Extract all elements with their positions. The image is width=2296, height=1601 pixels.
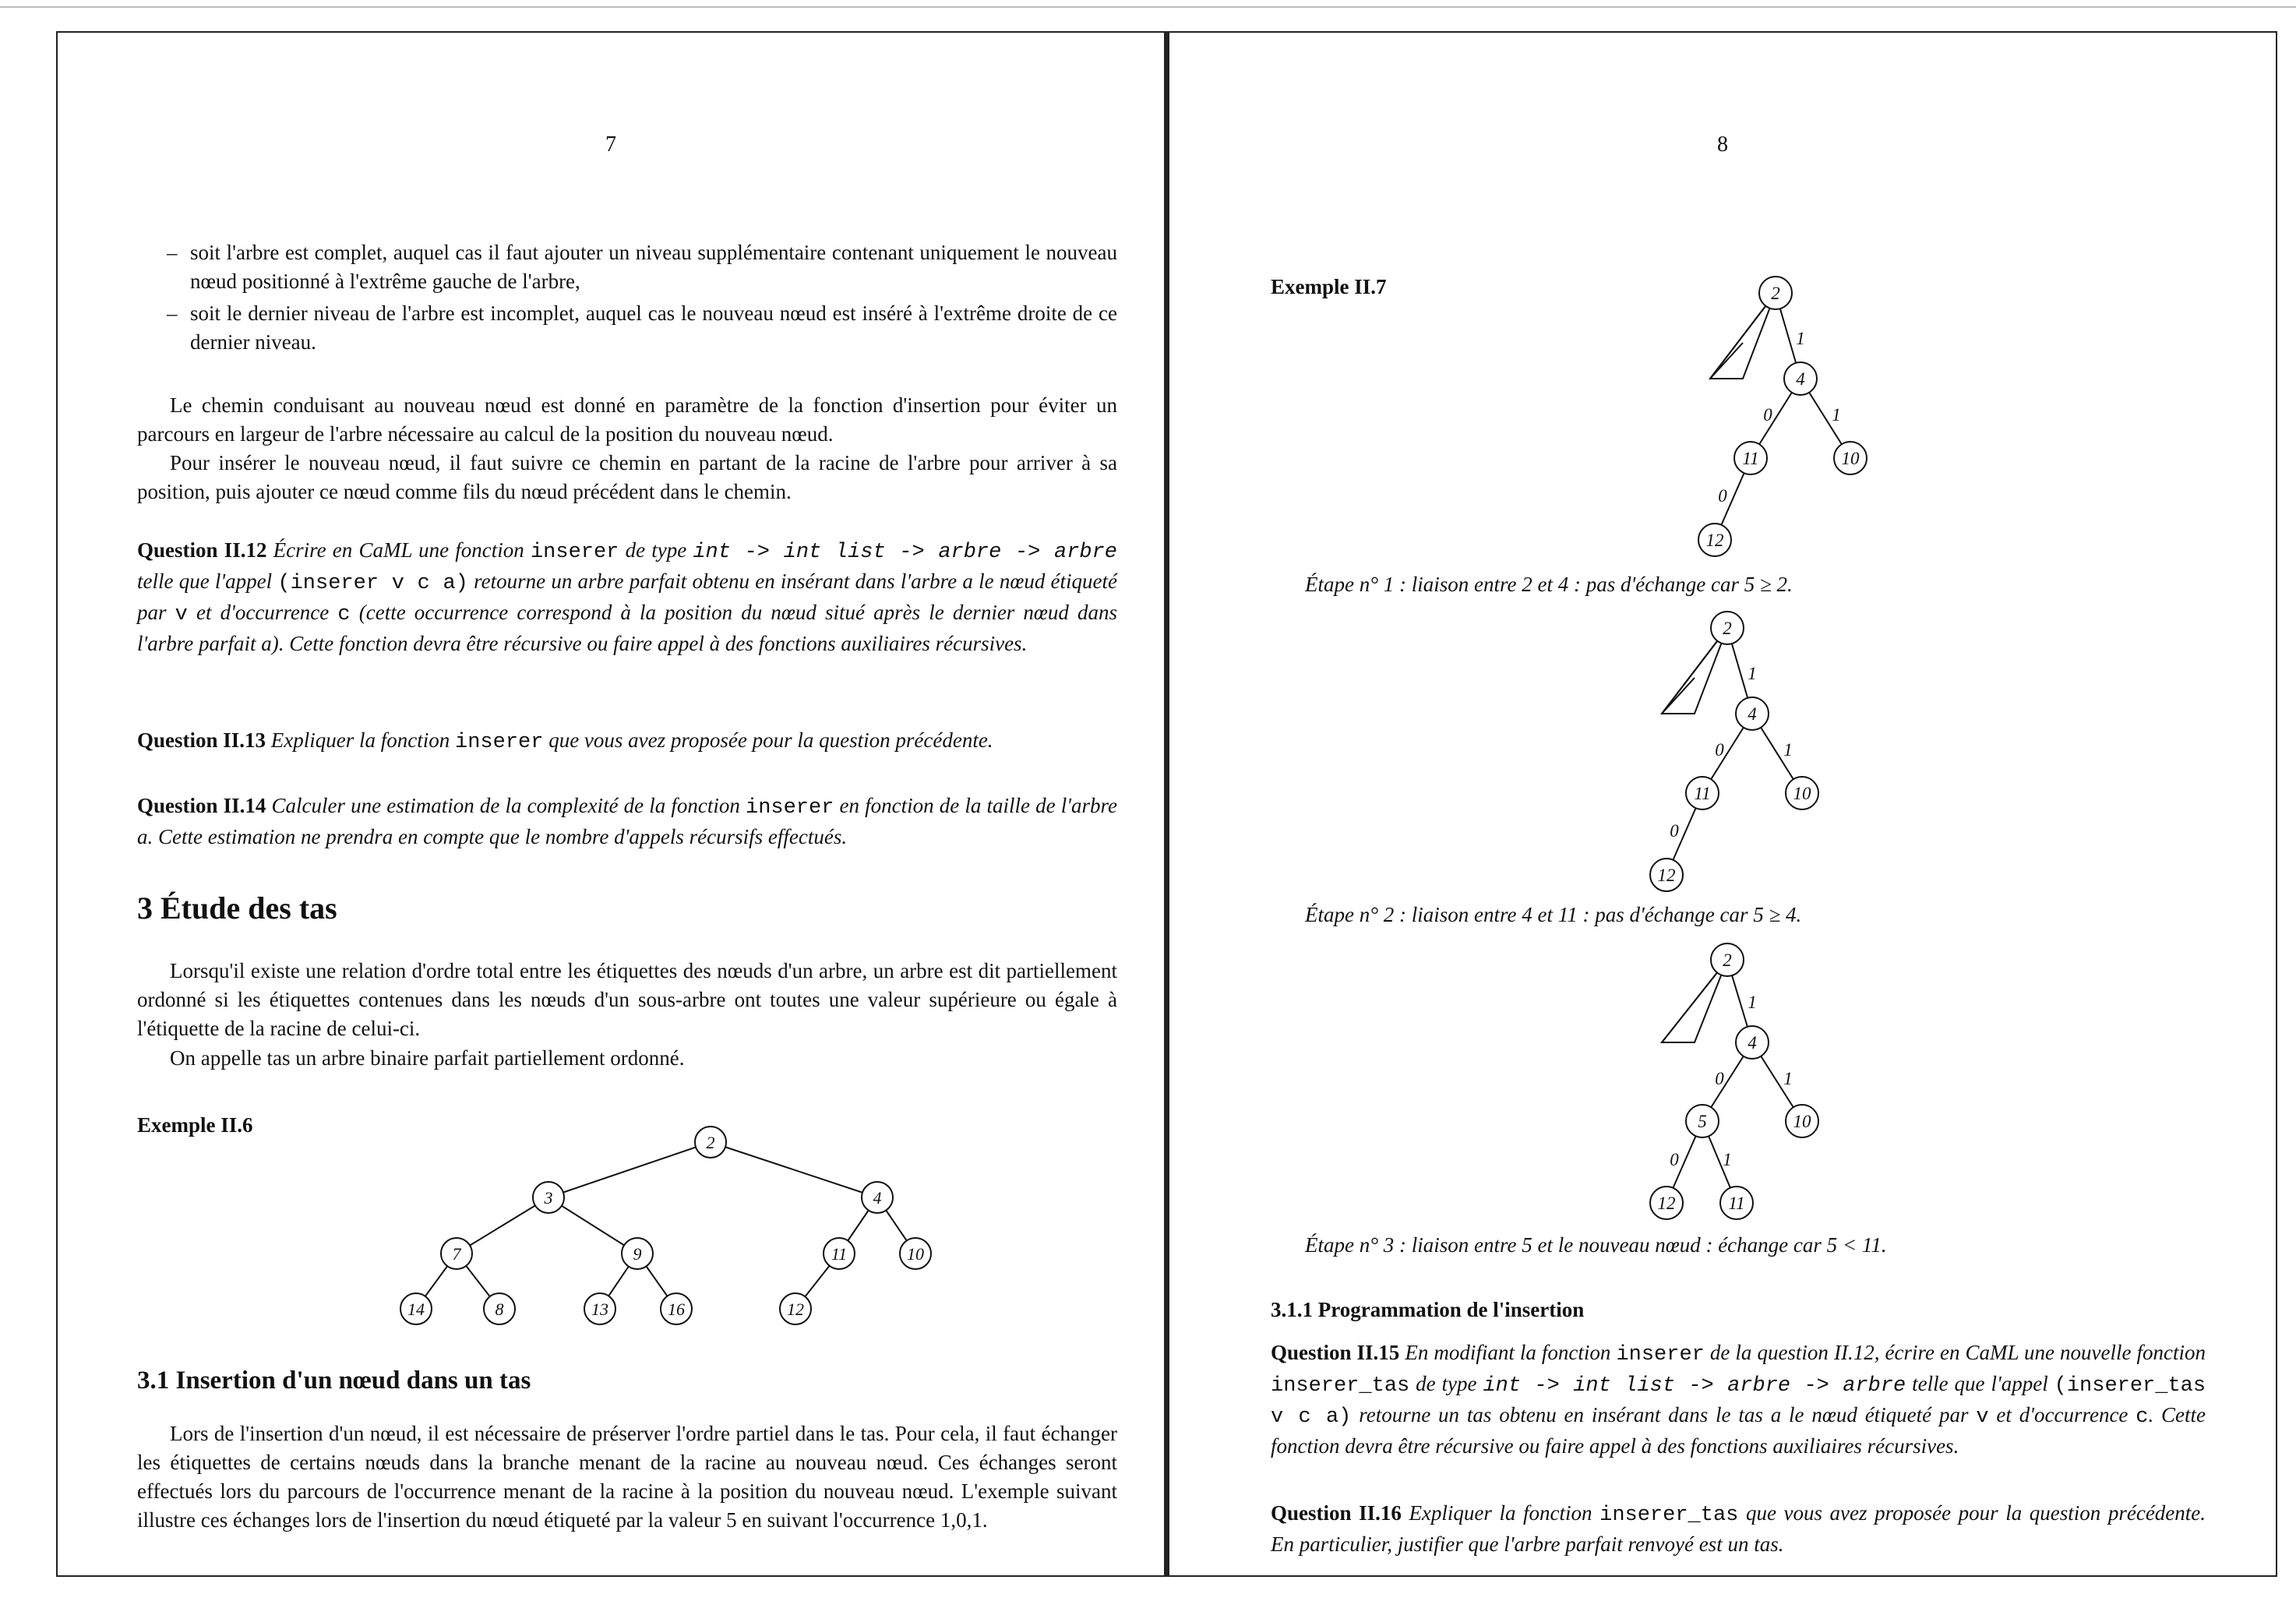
question-text: et d'occurrence [1996, 1403, 2128, 1426]
question-text: que vous avez proposée pour la question précédente. [548, 728, 993, 752]
question-label: Question II.14 [137, 794, 266, 817]
question-text: retourne un arbre parfait obtenu en insérant dans l'arbre a le nœud étiqueté par [137, 570, 1118, 624]
question-text: et d'occurrence [196, 601, 330, 624]
tree-node: 7 [452, 1244, 461, 1264]
question-text: que vous avez proposée pour la question précédente. En particulier, justifier que l'arbre parfait renvoyé est un tas. [1271, 1501, 2206, 1556]
step-1-caption: Étape n° 1 : liaison entre 2 et 4 : pas d'échange car 5 ≥ 2. [1305, 573, 1793, 596]
edge-label: 1 [1723, 1150, 1732, 1169]
edge-label: 0 [1670, 1150, 1679, 1169]
question-label: Question II.15 [1271, 1341, 1400, 1364]
tree-node: 16 [668, 1299, 685, 1319]
list-item: – soit le dernier niveau de l'arbre est incomplet, auquel cas le nouveau nœud est inséré à l'extrême droite de ce dernier niveau. [167, 299, 1117, 357]
page-number: 7 [605, 132, 616, 157]
section-3-1-1-heading: 3.1.1 Programmation de l'insertion [1271, 1298, 1585, 1321]
tree-node: 2 [1771, 284, 1780, 303]
question-text: de type [625, 538, 687, 562]
code-inline: inserer [455, 731, 544, 754]
step-1-tree [1668, 266, 1917, 562]
question-text: Écrire en CaML une fonction [273, 538, 524, 562]
code-inline: c [2136, 1405, 2149, 1429]
edge-label: 1 [1832, 405, 1841, 425]
tree-node: 13 [591, 1299, 608, 1319]
code-inline: inserer [1616, 1343, 1705, 1366]
code-inline: inserer [746, 796, 834, 820]
tree-node: 12 [1705, 531, 1724, 550]
question-ii-15 [1271, 1338, 2206, 1461]
tree-node: 12 [1657, 866, 1676, 885]
code-inline: c [337, 603, 351, 626]
paragraph-heap: On appelle tas un arbre binaire parfait partiellement ordonné. [170, 1046, 685, 1070]
edge-label: 1 [1748, 993, 1757, 1012]
paragraph-path: Le chemin conduisant au nouveau nœud est donné en paramètre de la fonction d'insertion pour éviter un parcours en largeur de l'arbre nécessaire au calcul de la position du nouveau nœud. [137, 393, 1117, 446]
tree-node: 10 [1793, 1112, 1811, 1131]
question-text: telle que l'appel [137, 570, 273, 593]
question-label: Question II.13 [137, 728, 266, 752]
example-ii-6-tree [354, 1108, 1055, 1342]
example-ii-7-label: Exemple II.7 [1271, 275, 1387, 298]
question-ii-16 [1271, 1499, 2206, 1559]
step-2-caption: Étape n° 2 : liaison entre 4 et 11 : pas d'échange car 5 ≥ 4. [1305, 903, 1802, 926]
question-text: Expliquer la fonction [270, 728, 450, 752]
tree-node: 11 [831, 1244, 848, 1264]
section-3-1-heading: 3.1 Insertion d'un nœud dans un tas [137, 1366, 531, 1395]
question-text: . Cette fonction devra être récursive ou faire appel à des fonctions auxiliaires récursives. [1271, 1403, 2206, 1458]
edge-label: 1 [1783, 740, 1793, 760]
insertion-cases-list [167, 238, 1117, 360]
code-inline: (inserer v c a) [277, 572, 468, 595]
question-text: Calculer une estimation de la complexité de la fonction [271, 794, 740, 817]
edge-label: 1 [1748, 664, 1757, 683]
question-ii-13 [137, 726, 1117, 757]
edge-label: 0 [1718, 486, 1727, 506]
question-text: En modifiant la fonction [1405, 1341, 1611, 1364]
edge-label: 0 [1715, 740, 1724, 760]
question-text: telle que l'appel [1912, 1372, 2048, 1395]
step-3-tree [1620, 933, 1869, 1229]
tree-node: 10 [1793, 784, 1811, 803]
tree-node: 4 [873, 1188, 882, 1208]
question-text: Expliquer la fonction [1409, 1501, 1592, 1525]
tree-node: 3 [544, 1188, 553, 1208]
tree-node: 12 [787, 1299, 804, 1319]
tree-node: 11 [1694, 784, 1711, 803]
tree-node: 9 [633, 1244, 642, 1264]
edge-label: 1 [1796, 329, 1805, 348]
paragraph-insert: Pour insérer le nouveau nœud, il faut suivre ce chemin en partant de la racine de l'arbre pour arriver à sa position, puis ajouter ce nœud comme fils du nœud précédent dans le chemin. [137, 451, 1117, 503]
tree-node: 12 [1657, 1194, 1676, 1213]
tree-node: 2 [1723, 619, 1732, 638]
question-text: retourne un tas obtenu en insérant dans le tas a le nœud étiqueté par [1359, 1403, 1969, 1426]
list-item: – soit l'arbre est complet, auquel cas il faut ajouter un niveau supplémentaire contenant uniquement le nouveau nœud positionné à l'extrême gauche de l'arbre, [167, 238, 1117, 296]
example-ii-6-label: Exemple II.6 [137, 1113, 253, 1137]
step-3-caption: Étape n° 3 : liaison entre 5 et le nouveau nœud : échange car 5 < 11. [1305, 1233, 1887, 1257]
tree-node: 10 [907, 1244, 924, 1264]
code-inline: inserer [530, 541, 619, 564]
tree-node: 4 [1748, 704, 1757, 724]
top-scan-line [0, 6, 2296, 8]
question-label: Question II.16 [1271, 1501, 1402, 1525]
question-ii-12 [137, 536, 1117, 658]
tree-node: 2 [1723, 950, 1732, 970]
step-2-tree [1620, 601, 1869, 897]
code-inline: inserer_tas [1271, 1374, 1410, 1398]
question-text: de la question II.12, écrire en CaML une nouvelle fonction [1709, 1341, 2206, 1364]
code-inline: v [1976, 1405, 1989, 1429]
paragraph-heap-def: Lorsqu'il existe une relation d'ordre total entre les étiquettes des nœuds d'un arbre, un arbre est dit partiellement ordonné si les étiquettes contenues dans les nœuds d'un sous-arbre ont toutes une valeur supérieure ou égale à l'étiquette de la racine de celui-ci. [137, 959, 1117, 1040]
tree-node: 5 [1698, 1112, 1707, 1131]
question-text: de type [1416, 1372, 1477, 1395]
tree-node: 10 [1841, 449, 1860, 468]
edge-label: 1 [1783, 1069, 1793, 1088]
edge-label: 0 [1670, 821, 1679, 841]
tree-node: 11 [1742, 449, 1759, 468]
tree-node: 4 [1748, 1033, 1757, 1053]
tree-node: 2 [706, 1133, 715, 1152]
tree-node: 4 [1796, 369, 1805, 389]
code-inline: v [175, 603, 188, 626]
question-label: Question II.12 [137, 538, 267, 562]
tree-node: 8 [495, 1299, 504, 1319]
right-page [1166, 31, 2277, 1577]
code-inline: (inserer_tas v c a) [1271, 1374, 2206, 1429]
tree-node: 14 [407, 1299, 425, 1319]
tree-node: 11 [1728, 1194, 1745, 1213]
code-inline: inserer_tas [1599, 1504, 1739, 1527]
edge-label: 0 [1715, 1069, 1724, 1088]
question-ii-14 [137, 792, 1117, 852]
question-text: en fonction de la taille de l'arbre a. Cette estimation ne prendra en compte que le nombre d'appels récursifs effectués. [137, 794, 1117, 848]
edge-label: 0 [1763, 405, 1772, 425]
section-3-heading: 3 Étude des tas [137, 890, 337, 926]
code-inline: int -> int list -> arbre -> arbre [1483, 1374, 1906, 1398]
left-page [56, 31, 1166, 1577]
code-inline: int -> int list -> arbre -> arbre [693, 541, 1117, 564]
page-number: 8 [1717, 132, 1728, 157]
paragraph-insertion: Lors de l'insertion d'un nœud, il est nécessaire de préserver l'ordre partiel dans le tas. Pour cela, il faut échanger les étiquettes de certains nœuds dans la branche menant de la racine au nouveau nœud. Ces échanges seront effectués lors du parcours de l'occurrence menant de la racine à la position du nouveau nœud. L'exemple suivant illustre ces échanges lors de l'insertion du nœud étiqueté par la valeur 5 en suivant l'occurrence 1,0,1. [137, 1422, 1117, 1532]
question-text: (cette occurrence correspond à la position du nœud situé après le dernier nœud dans l'arbre parfait a). Cette fonction devra être récursive ou faire appel à des fonctions auxiliaires récursives. [137, 601, 1118, 655]
